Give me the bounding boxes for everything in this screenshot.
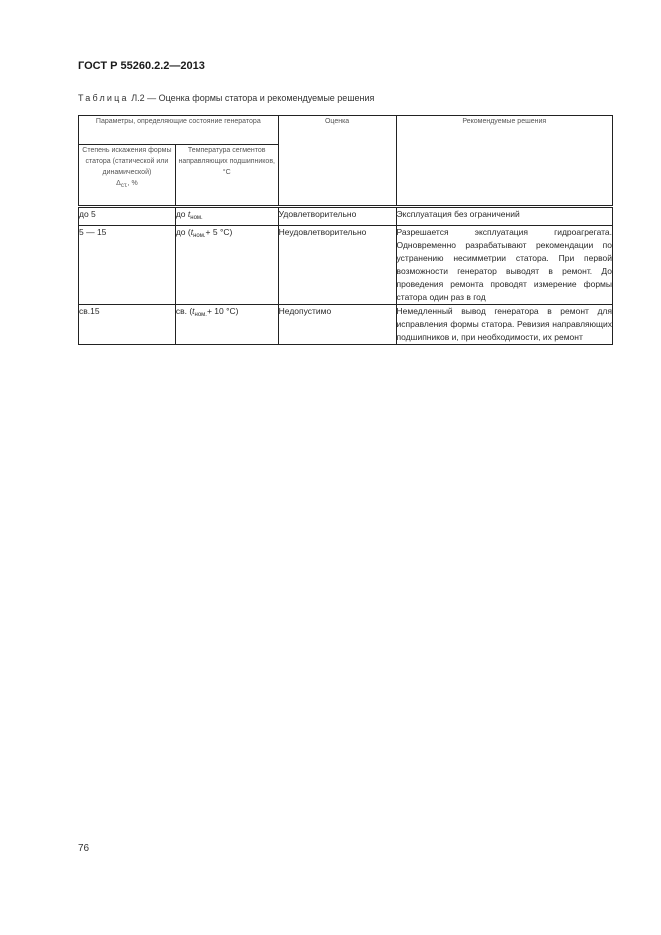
header-group-parameters: Параметры, определяющие состояние генератора (79, 116, 279, 145)
temp-suffix: + 5 °С) (205, 227, 233, 237)
temp-prefix: св. ( (175, 306, 193, 316)
header-distortion-unit: , % (127, 180, 138, 187)
cell-recommendation: Эксплуатация без ограничений (396, 207, 612, 226)
document-header: ГОСТ Р 55260.2.2—2013 (78, 60, 205, 72)
header-temperature: Температура сегментов направляющих подшипников, °С (175, 145, 278, 207)
assessment-table (78, 115, 613, 345)
table-caption (78, 93, 374, 103)
table-row (79, 226, 613, 305)
header-distortion-symbol: Δ (116, 180, 121, 187)
cell-assessment: Удовлетворительно (278, 207, 396, 226)
table-row (79, 207, 613, 226)
temp-suffix: + 10 °С) (206, 306, 239, 316)
cell-distortion: 5 — 15 (79, 226, 176, 305)
page-number: 76 (78, 843, 90, 854)
header-recommendations: Рекомендуемые решения (396, 116, 612, 207)
header-distortion-label: Степень искажения формы статора (статической или динамической) (82, 147, 172, 176)
table-caption-word: Таблица (78, 93, 129, 103)
cell-recommendation: Немедленный вывод генератора в ремонт для исправления формы статора. Ревизия направляющих подшипников и, при необходимости, их ремонт (396, 305, 612, 345)
cell-assessment: Недопустимо (278, 305, 396, 345)
cell-recommendation: Разрешается эксплуатация гидроагрегата. Одновременно разрабатывают рекомендации по устранению несимметрии статора. При первой возможности генератор выводят в ремонт. До проведения ремонта проводят измерение формы статора один раз в год (396, 226, 612, 305)
temp-sub: ном. (193, 233, 206, 239)
temp-var: t (190, 227, 194, 237)
temp-var: t (192, 306, 195, 316)
header-assessment: Оценка (278, 116, 396, 207)
temp-sub: ном. (190, 215, 203, 221)
header-distortion (79, 145, 176, 207)
cell-temperature (175, 207, 278, 226)
temp-prefix: до (175, 209, 188, 219)
cell-temperature (175, 305, 278, 345)
temp-sub: ном. (194, 312, 207, 318)
cell-distortion: св.15 (79, 305, 176, 345)
cell-temperature (175, 226, 278, 305)
temp-var: t (187, 209, 191, 219)
table-row (79, 305, 613, 345)
header-distortion-sub: ст. (120, 183, 128, 189)
table-caption-title: Л.2 — Оценка формы статора и рекомендуемые решения (131, 93, 375, 103)
cell-distortion: до 5 (79, 207, 176, 226)
cell-assessment: Неудовлетворительно (278, 226, 396, 305)
temp-prefix: до ( (175, 227, 191, 237)
